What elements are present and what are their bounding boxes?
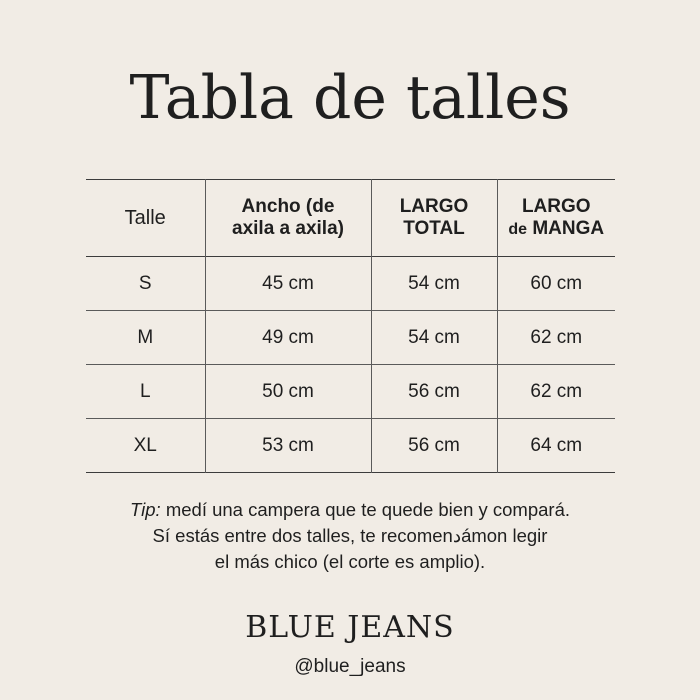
table-row — [86, 419, 615, 473]
header-largo-total-line2: TOTAL — [403, 218, 465, 239]
tip-line1-text: medí una campera que te quede bien y compará. — [160, 499, 570, 520]
header-ancho-line1: Ancho (de — [241, 196, 335, 217]
tip-line-2: Sí estás entre dos talles, te recomenدámon legir — [152, 525, 548, 546]
cell-talle: S — [138, 272, 152, 294]
page-title: Tabla de talles — [129, 63, 571, 133]
header-ancho — [205, 180, 371, 257]
tip-label: Tip: — [130, 499, 161, 520]
table-row — [86, 257, 615, 311]
header-largo-manga — [497, 180, 615, 257]
tip-line-1 — [60, 497, 640, 523]
table-row — [86, 365, 615, 419]
cell-largo-total: 56 cm — [371, 419, 497, 473]
cell-ancho: 50 cm — [205, 365, 371, 419]
cell-ancho: 49 cm — [205, 311, 371, 365]
tip-text — [60, 497, 640, 575]
header-talle: Talle — [124, 207, 166, 229]
header-largo-total — [371, 180, 497, 257]
cell-largo-total: 56 cm — [371, 365, 497, 419]
cell-largo-total: 54 cm — [371, 257, 497, 311]
header-largo-manga-line1: LARGO — [521, 195, 591, 217]
header-largo-manga-prefix: de — [508, 220, 528, 238]
size-table — [86, 179, 615, 473]
tip-line-3: el más chico (el corte es amplio). — [214, 551, 486, 572]
cell-largo-manga: 60 cm — [497, 257, 615, 311]
header-largo-manga-line2: MANGA — [532, 217, 605, 239]
cell-ancho: 45 cm — [205, 257, 371, 311]
cell-talle: L — [139, 380, 151, 402]
cell-talle: M — [137, 326, 154, 348]
cell-ancho: 53 cm — [205, 419, 371, 473]
cell-talle: XL — [133, 434, 157, 456]
table-header-row — [86, 180, 615, 257]
cell-largo-total: 54 cm — [371, 311, 497, 365]
cell-largo-manga: 62 cm — [497, 311, 615, 365]
header-largo-total-line1: LARGO — [399, 196, 469, 217]
header-ancho-line2: axila a axila) — [232, 218, 344, 239]
cell-largo-manga: 62 cm — [497, 365, 615, 419]
social-handle: @blue_jeans — [294, 656, 406, 677]
cell-largo-manga: 64 cm — [497, 419, 615, 473]
table-row — [86, 311, 615, 365]
brand-name: BLUE JEANS — [245, 610, 455, 645]
